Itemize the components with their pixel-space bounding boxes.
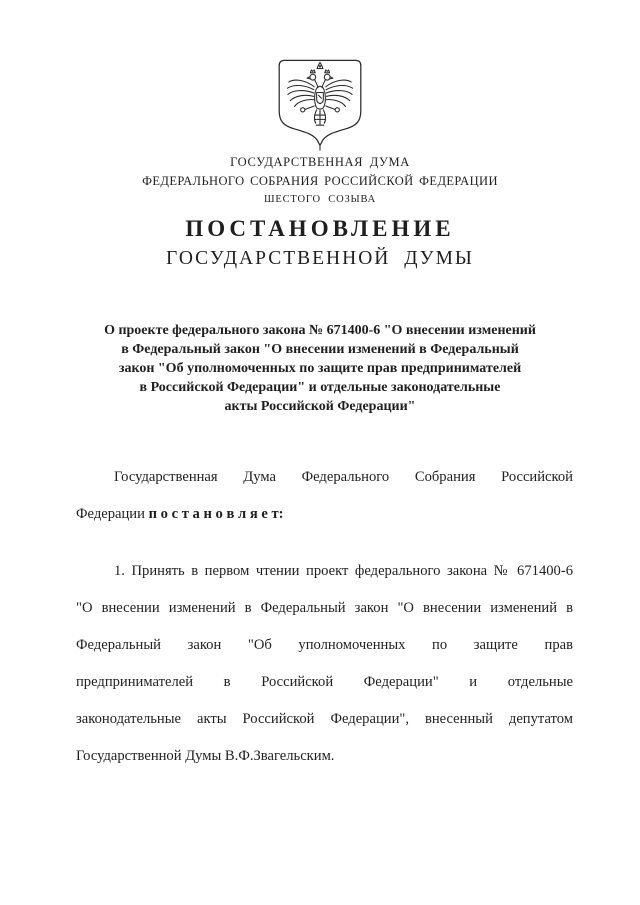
text-line: Государственная Дума Федерального Собрания Российской — [114, 469, 573, 485]
text-line: Государственной Думы В.Ф.Звагельским. — [76, 748, 335, 764]
double-headed-eagle-shield-icon — [268, 57, 372, 153]
title-line: О проекте федерального закона № 671400-6 "О внесении изменений — [104, 323, 536, 338]
resolution-title — [0, 321, 640, 416]
title-line: в Федеральный закон "О внесении изменений в Федеральный — [121, 342, 519, 357]
doc-org-heading: ГОСУДАРСТВЕННОЙ ДУМЫ — [166, 248, 474, 269]
text-line: Федеральный закон "Об уполномоченных по защите прав — [76, 637, 573, 653]
text-line: законодательные акты Российской Федерации", внесенный депутатом — [76, 711, 573, 727]
title-line: закон "Об уполномоченных по защите прав предпринимателей — [118, 361, 522, 376]
enacting-prefix: Федерации — [76, 506, 149, 522]
resolution-body — [0, 459, 640, 775]
text-line: предпринимателей в Российской Федерации" и отдельные — [76, 674, 573, 690]
enacting-verb: п о с т а н о в л я е т: — [148, 506, 284, 522]
text-line: 1. Принять в первом чтении проект федерального закона № 671400-6 — [114, 563, 573, 579]
paragraph-item-1 — [76, 553, 573, 775]
paragraph-enacting-clause — [76, 459, 573, 533]
org-name: ГОСУДАРСТВЕННАЯ ДУМА — [230, 155, 410, 169]
org-parent-name: ФЕДЕРАЛЬНОГО СОБРАНИЯ РОССИЙСКОЙ ФЕДЕРАЦИИ — [142, 174, 498, 188]
convocation-label: ШЕСТОГО СОЗЫВА — [263, 194, 376, 205]
text-line — [76, 496, 573, 533]
russia-coat-of-arms-icon — [268, 57, 372, 153]
title-line: в Российской Федерации" и отдельные законодательные — [139, 380, 501, 395]
title-line: акты Российской Федерации" — [224, 399, 416, 414]
doc-type-heading: ПОСТАНОВЛЕНИЕ — [185, 216, 455, 241]
text-line: "О внесении изменений в Федеральный закон "О внесении изменений в — [76, 600, 573, 616]
